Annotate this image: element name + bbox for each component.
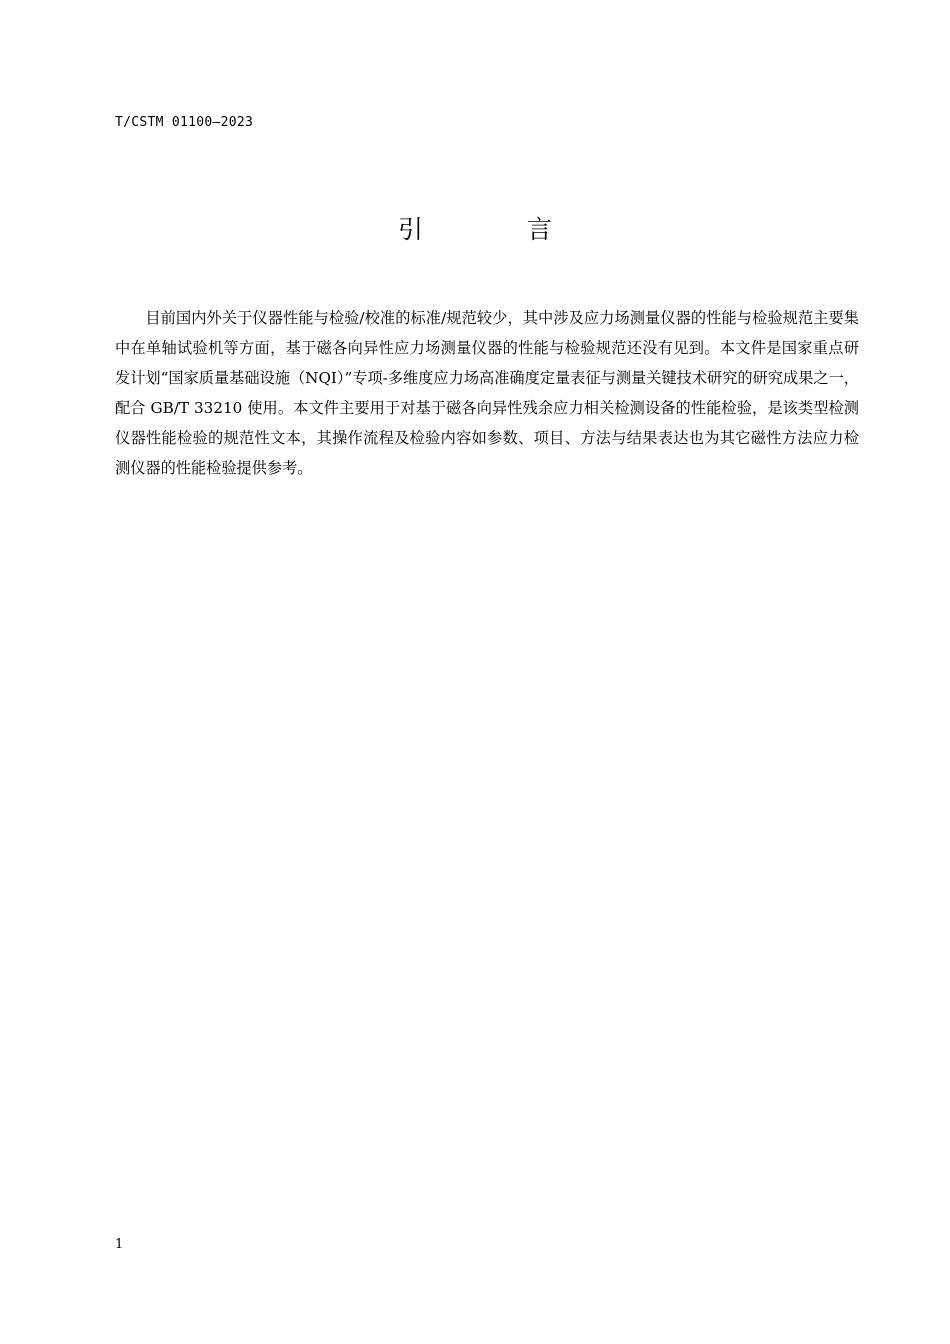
section-title: 引 言	[398, 215, 600, 244]
page-number: 1	[115, 1237, 124, 1252]
introduction-paragraph: 目前国内外关于仪器性能与检验/校准的标准/规范较少，其中涉及应力场测量仪器的性能与检验规范主要集中在单轴试验机等方面，基于磁各向异性应力场测量仪器的性能与检验规范还没有见到。本文件是国家重点研发计划“国家质量基础设施（NQI）”专项-多维度应力场高准确度定量表征与测量关键技术研究的研究成果之一，配合 GB/T 33210 使用。本文件主要用于对基于磁各向异性残余应力相关检测设备的性能检验，是该类型检测仪器性能检验的规范性文本，其操作流程及检验内容如参数、项目、方法与结果表达也为其它磁性方法应力检测仪器的性能检验提供参考。	[115, 309, 859, 477]
standard-code: T/CSTM 01100—2023	[115, 115, 254, 130]
